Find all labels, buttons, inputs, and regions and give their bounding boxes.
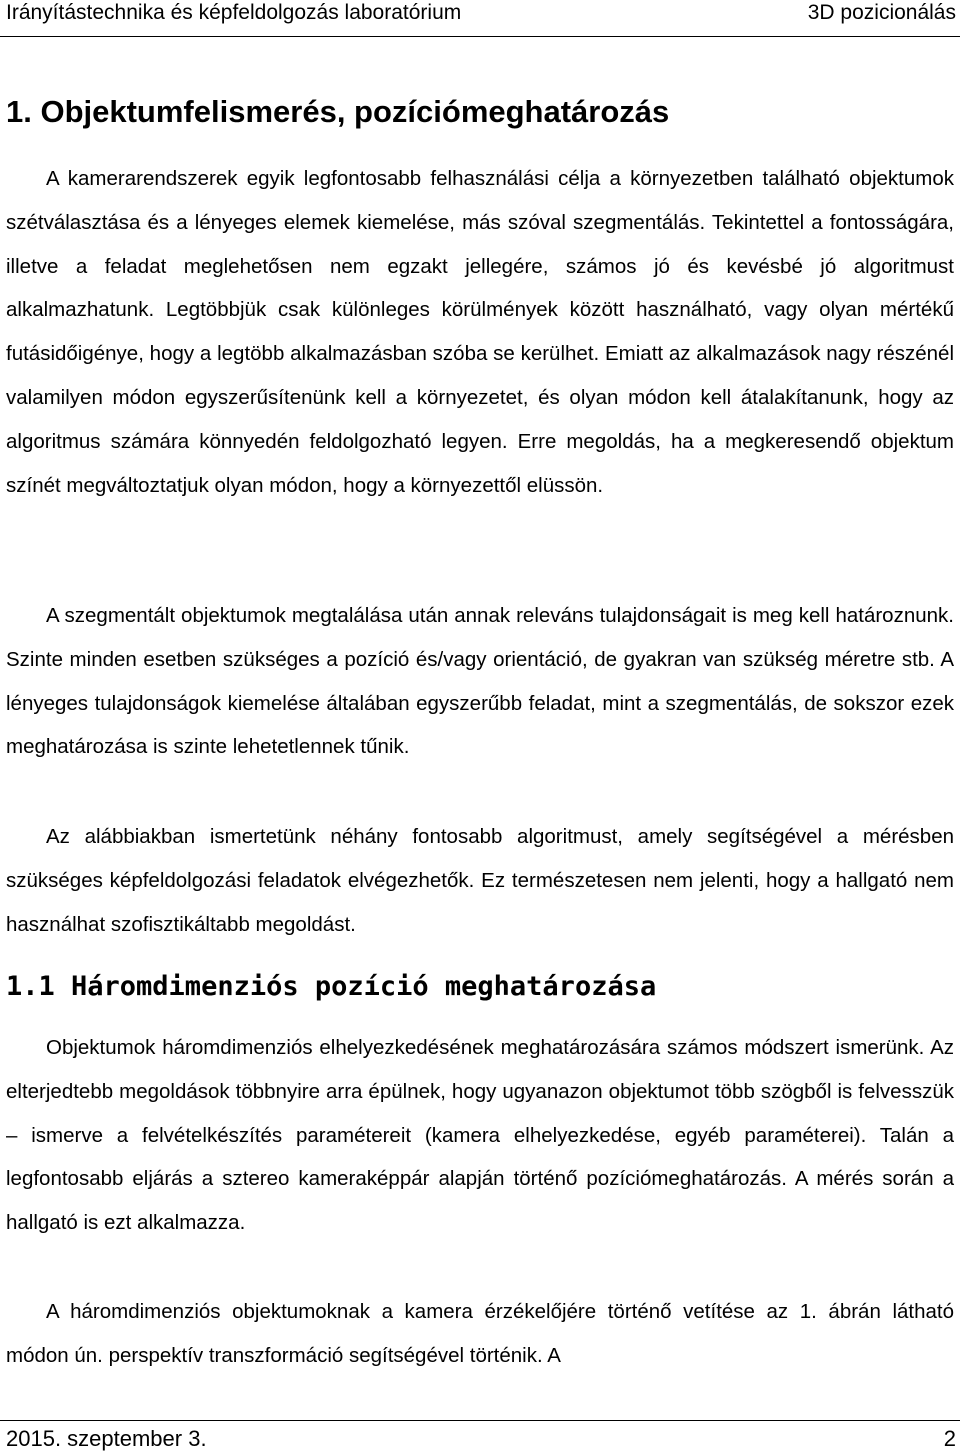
header-divider — [0, 36, 960, 37]
page-header — [6, 0, 956, 28]
footer-divider — [0, 1420, 960, 1421]
paragraph-perspective: A háromdimenziós objektumoknak a kamera érzékelőjére történő vetítése az 1. ábrán látható módon ún. perspektív transzformáció segítségével történik. A — [6, 1300, 954, 1367]
subsection-heading: 1.1 Háromdimenziós pozíció meghatározása — [6, 971, 657, 1002]
paragraph-segmentation-intro: A kamerarendszerek egyik legfontosabb felhasználási célja a környezetben található objektumok szétválasztása és a lényeges elemek kiemelése, más szóval szegmentálás. Tekintettel a fontosságára, illetve a feladat meglehetősen nem egzakt jellegére, számos jó és kevésbé jó algoritmust alkalmazhatunk. Legtöbbjük csak különleges körülmények között használható, vagy olyan mértékű futásidőigénye, hogy a legtöbb alkalmazásban szóba se kerülhet. Emiatt az alkalmazások nagy részénél valamilyen módon egyszerűsítenünk kell a környezetet, és olyan módon kell átalakítanunk, hogy az algoritmus számára könnyedén feldolgozható legyen. Erre megoldás, ha a megkeresendő objektum színét megváltoztatjuk olyan módon, hogy a környezettől elüssön. — [6, 167, 954, 497]
section-heading: 1. Objektumfelismerés, pozíciómeghatározás — [6, 94, 670, 129]
page-footer — [6, 1425, 956, 1455]
paragraph-3d-methods: Objektumok háromdimenziós elhelyezkedésének meghatározására számos módszert ismerünk. Az elterjedtebb megoldások többnyire arra épülnek, hogy ugyanazon objektumot több szögből is felvesszük – ismerve a felvételkészítés paramétereit (kamera elhelyezkedése, egyéb paraméterei). Talán a legfontosabb eljárás a sztereo kameraképpár alapján történő pozíciómeghatározás. A mérés során a hallgató is ezt alkalmazza. — [6, 1036, 954, 1235]
header-course-title: Irányítástechnika és képfeldolgozás laboratórium — [6, 1, 462, 24]
page-number: 2 — [943, 1426, 956, 1451]
paragraph-algorithms: Az alábbiakban ismertetünk néhány fontosabb algoritmust, amely segítségével a mérésben szükséges képfeldolgozási feladatok elvégezhetők. Ez természetesen nem jelenti, hogy a hallgató nem használhat szofisztikáltabb megoldást. — [6, 825, 954, 936]
header-topic: 3D pozicionálás — [807, 1, 956, 24]
footer-date: 2015. szeptember 3. — [6, 1426, 207, 1451]
paragraph-properties: A szegmentált objektumok megtalálása után annak releváns tulajdonságait is meg kell határoznunk. Szinte minden esetben szükséges a pozíció és/vagy orientáció, de gyakran van szükség méretre stb. A lényeges tulajdonságok kiemelése általában egyszerűbb feladat, mint a szegmentálás, de sokszor ezek meghatározása is szinte lehetetlennek tűnik. — [6, 604, 954, 759]
